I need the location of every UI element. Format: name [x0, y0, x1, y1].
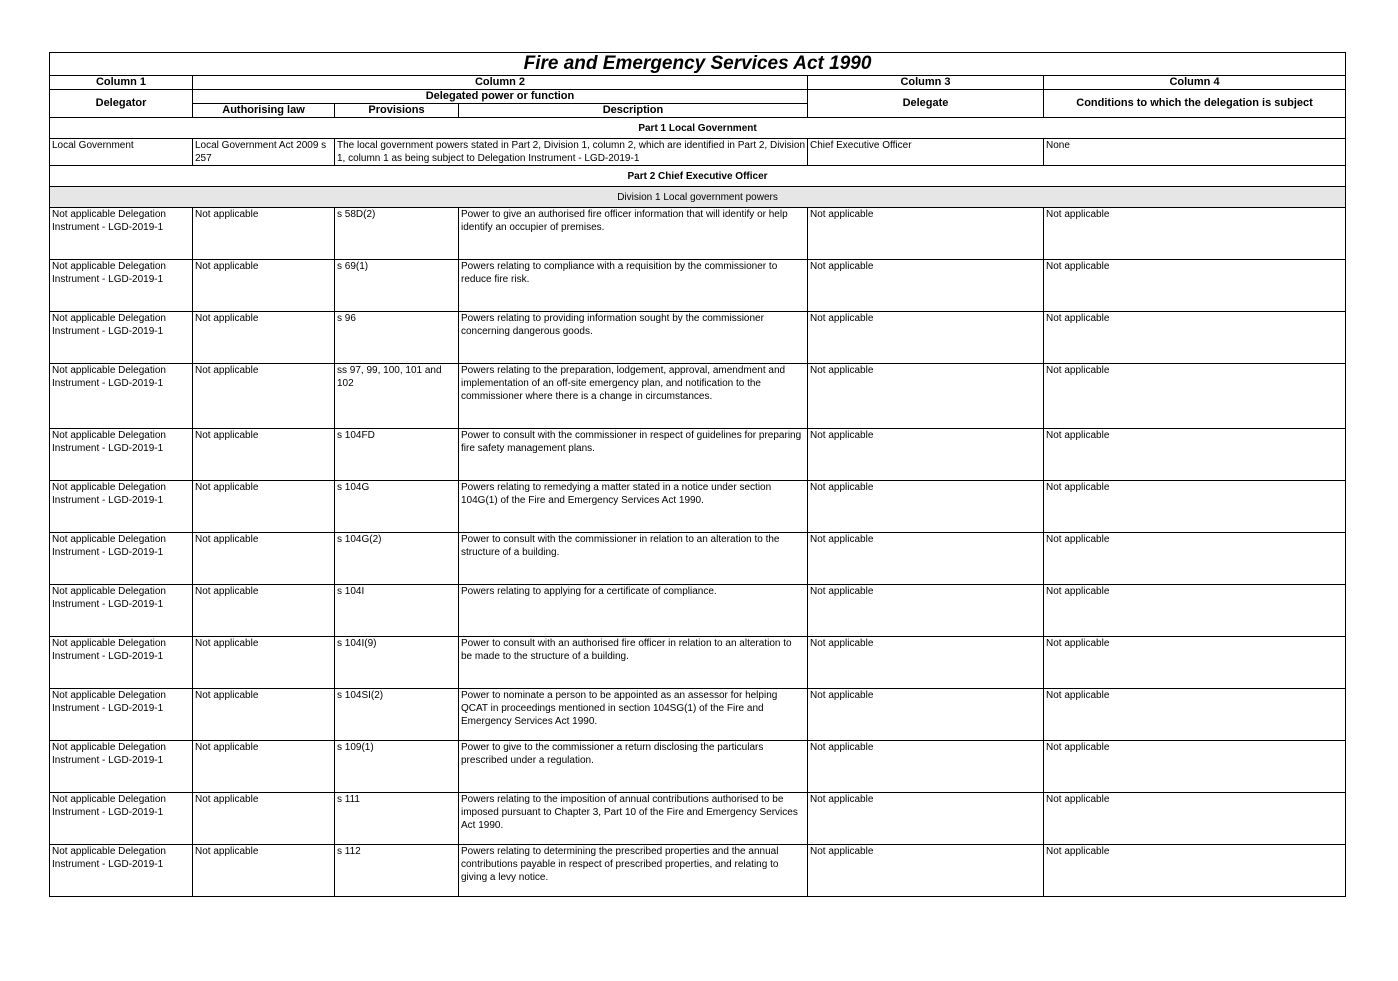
delegator-cell: Not applicable Delegation Instrument - LGD-2019-1 — [50, 260, 193, 312]
provision-cell: s 69(1) — [335, 260, 459, 312]
provisions-header: Provisions — [335, 104, 459, 118]
delegation-document — [49, 52, 1345, 897]
table-row — [50, 364, 1346, 429]
delegate-cell: Not applicable — [808, 741, 1044, 793]
authorising-law-cell: Not applicable — [193, 312, 335, 364]
delegate-cell: Not applicable — [808, 689, 1044, 741]
authorising-law-cell: Not applicable — [193, 481, 335, 533]
delegator-header: Delegator — [50, 90, 193, 118]
table-row — [50, 689, 1346, 741]
delegator-cell: Not applicable Delegation Instrument - LGD-2019-1 — [50, 689, 193, 741]
table-row — [50, 585, 1346, 637]
description-cell: Powers relating to determining the prescribed properties and the annual contributions payable in respect of prescribed properties, and relating to giving a levy notice. — [459, 845, 808, 897]
provision-cell: s 111 — [335, 793, 459, 845]
delegator-cell: Not applicable Delegation Instrument - LGD-2019-1 — [50, 208, 193, 260]
delegate-cell: Chief Executive Officer — [808, 139, 1044, 166]
description-cell: Power to consult with the commissioner in relation to an alteration to the structure of a building. — [459, 533, 808, 585]
conditions-cell: Not applicable — [1044, 741, 1346, 793]
table-row — [50, 208, 1346, 260]
part-1-heading: Part 1 Local Government — [50, 118, 1346, 139]
authorising-law-cell: Not applicable — [193, 533, 335, 585]
part-2-heading: Part 2 Chief Executive Officer — [50, 166, 1346, 187]
authorising-law-cell: Not applicable — [193, 689, 335, 741]
delegator-cell: Not applicable Delegation Instrument - LGD-2019-1 — [50, 533, 193, 585]
table-row — [50, 481, 1346, 533]
delegator-cell: Not applicable Delegation Instrument - LGD-2019-1 — [50, 481, 193, 533]
description-cell: The local government powers stated in Part 2, Division 1, column 2, which are identified in Part 2, Division 1, column 1 as being subject to Delegation Instrument - LGD-2019-1 — [335, 139, 808, 166]
description-cell: Power to consult with an authorised fire officer in relation to an alteration to be made to the structure of a building. — [459, 637, 808, 689]
authorising-law-cell: Not applicable — [193, 637, 335, 689]
column-3-header: Column 3 — [808, 76, 1044, 90]
delegate-cell: Not applicable — [808, 208, 1044, 260]
table-row — [50, 312, 1346, 364]
table-row — [50, 793, 1346, 845]
description-cell: Powers relating to providing information sought by the commissioner concerning dangerous goods. — [459, 312, 808, 364]
conditions-cell: Not applicable — [1044, 429, 1346, 481]
provision-cell: s 104G(2) — [335, 533, 459, 585]
conditions-cell: Not applicable — [1044, 585, 1346, 637]
delegate-cell: Not applicable — [808, 637, 1044, 689]
provision-cell: s 112 — [335, 845, 459, 897]
conditions-cell: Not applicable — [1044, 689, 1346, 741]
description-cell: Powers relating to the preparation, lodgement, approval, amendment and implementation of an off-site emergency plan, and notification to the commissioner where there is a change in circumstances. — [459, 364, 808, 429]
part-1-row — [50, 139, 1346, 166]
description-cell: Powers relating to remedying a matter stated in a notice under section 104G(1) of the Fire and Emergency Services Act 1990. — [459, 481, 808, 533]
delegate-cell: Not applicable — [808, 793, 1044, 845]
authorising-law-header: Authorising law — [193, 104, 335, 118]
provision-cell: s 104I(9) — [335, 637, 459, 689]
column-2-header: Column 2 — [193, 76, 808, 90]
description-cell: Powers relating to compliance with a requisition by the commissioner to reduce fire risk. — [459, 260, 808, 312]
delegator-cell: Not applicable Delegation Instrument - LGD-2019-1 — [50, 585, 193, 637]
table-row — [50, 741, 1346, 793]
delegator-cell: Not applicable Delegation Instrument - LGD-2019-1 — [50, 845, 193, 897]
table-row — [50, 845, 1346, 897]
conditions-cell: Not applicable — [1044, 845, 1346, 897]
description-cell: Power to give an authorised fire officer information that will identify or help identify an occupier of premises. — [459, 208, 808, 260]
description-cell: Powers relating to applying for a certificate of compliance. — [459, 585, 808, 637]
authorising-law-cell: Not applicable — [193, 845, 335, 897]
description-cell: Power to nominate a person to be appointed as an assessor for helping QCAT in proceedings mentioned in section 104SG(1) of the Fire and Emergency Services Act 1990. — [459, 689, 808, 741]
authorising-law-cell: Not applicable — [193, 364, 335, 429]
column-1-header: Column 1 — [50, 76, 193, 90]
conditions-cell: None — [1044, 139, 1346, 166]
table-row — [50, 533, 1346, 585]
delegator-cell: Not applicable Delegation Instrument - LGD-2019-1 — [50, 637, 193, 689]
authorising-law-cell: Not applicable — [193, 429, 335, 481]
description-cell: Powers relating to the imposition of annual contributions authorised to be imposed pursuant to Chapter 3, Part 10 of the Fire and Emergency Services Act 1990. — [459, 793, 808, 845]
description-cell: Power to give to the commissioner a return disclosing the particulars prescribed under a regulation. — [459, 741, 808, 793]
conditions-header: Conditions to which the delegation is subject — [1044, 90, 1346, 118]
conditions-cell: Not applicable — [1044, 637, 1346, 689]
authorising-law-cell: Not applicable — [193, 793, 335, 845]
division-1-heading: Division 1 Local government powers — [50, 187, 1346, 208]
authorising-law-cell: Not applicable — [193, 260, 335, 312]
document-title: Fire and Emergency Services Act 1990 — [50, 53, 1346, 76]
delegator-cell: Local Government — [50, 139, 193, 166]
provision-cell: s 109(1) — [335, 741, 459, 793]
delegator-cell: Not applicable Delegation Instrument - LGD-2019-1 — [50, 312, 193, 364]
authorising-law-cell: Not applicable — [193, 741, 335, 793]
provision-cell: s 104SI(2) — [335, 689, 459, 741]
authorising-law-cell: Not applicable — [193, 585, 335, 637]
delegator-cell: Not applicable Delegation Instrument - LGD-2019-1 — [50, 793, 193, 845]
delegate-header: Delegate — [808, 90, 1044, 118]
conditions-cell: Not applicable — [1044, 793, 1346, 845]
conditions-cell: Not applicable — [1044, 364, 1346, 429]
provision-cell: s 104I — [335, 585, 459, 637]
provision-cell: s 104G — [335, 481, 459, 533]
provision-cell: ss 97, 99, 100, 101 and 102 — [335, 364, 459, 429]
delegate-cell: Not applicable — [808, 429, 1044, 481]
authorising-law-cell: Local Government Act 2009 s 257 — [193, 139, 335, 166]
provision-cell: s 96 — [335, 312, 459, 364]
conditions-cell: Not applicable — [1044, 208, 1346, 260]
delegate-cell: Not applicable — [808, 585, 1044, 637]
conditions-cell: Not applicable — [1044, 533, 1346, 585]
delegate-cell: Not applicable — [808, 481, 1044, 533]
conditions-cell: Not applicable — [1044, 312, 1346, 364]
conditions-cell: Not applicable — [1044, 481, 1346, 533]
column-4-header: Column 4 — [1044, 76, 1346, 90]
delegate-cell: Not applicable — [808, 260, 1044, 312]
delegate-cell: Not applicable — [808, 312, 1044, 364]
delegator-cell: Not applicable Delegation Instrument - LGD-2019-1 — [50, 741, 193, 793]
description-cell: Power to consult with the commissioner in respect of guidelines for preparing fire safety management plans. — [459, 429, 808, 481]
delegate-cell: Not applicable — [808, 845, 1044, 897]
delegation-table — [49, 52, 1346, 897]
provision-cell: s 58D(2) — [335, 208, 459, 260]
delegator-cell: Not applicable Delegation Instrument - LGD-2019-1 — [50, 364, 193, 429]
provision-cell: s 104FD — [335, 429, 459, 481]
delegated-power-header: Delegated power or function — [193, 90, 808, 104]
authorising-law-cell: Not applicable — [193, 208, 335, 260]
table-row — [50, 260, 1346, 312]
table-row — [50, 637, 1346, 689]
conditions-cell: Not applicable — [1044, 260, 1346, 312]
delegate-cell: Not applicable — [808, 364, 1044, 429]
table-row — [50, 429, 1346, 481]
description-header: Description — [459, 104, 808, 118]
delegator-cell: Not applicable Delegation Instrument - LGD-2019-1 — [50, 429, 193, 481]
delegate-cell: Not applicable — [808, 533, 1044, 585]
